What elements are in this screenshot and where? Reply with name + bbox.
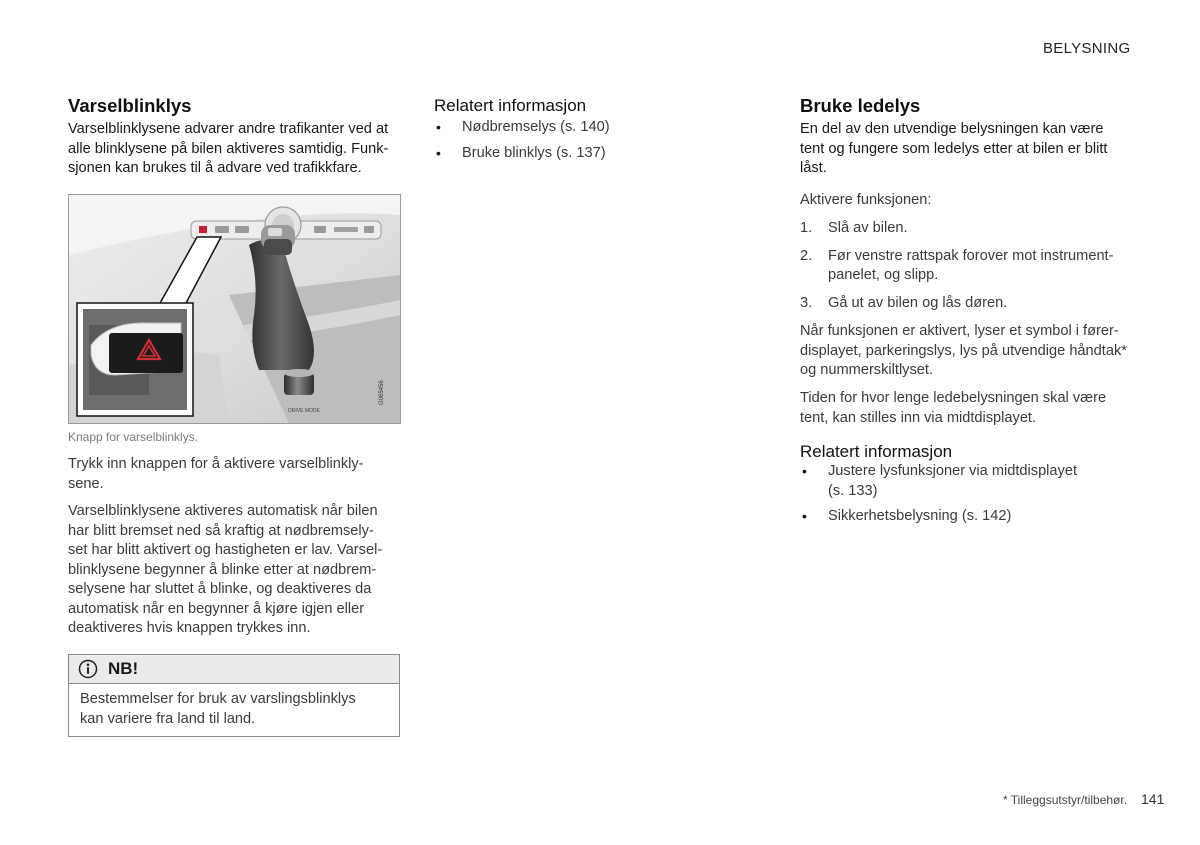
note-box [68,654,400,737]
related-info-heading-middle: Relatert informasjon [434,96,587,115]
section-title-varselblinklys: Varselblinklys [68,95,192,116]
note-label: NB! [108,659,139,678]
section-header: BELYSNING [1043,40,1131,57]
note-header [69,655,399,684]
drive-mode-label: DRIVE MODE [288,408,320,414]
ledelys-intro: En del av den utvendige belysningen kan være tent og fungere som ledelys etter at bilen er blitt låst. [800,121,1108,176]
activation-steps [800,219,1145,321]
related-link-bruke-blinklys[interactable]: • Bruke blinklys (s. 137) [434,144,734,164]
note-text: Bestemmelser for bruk av varslingsblinklys kan variere fra land til land. [80,691,356,727]
activate-paragraph: Trykk inn knappen for å aktivere varselblinkly- sene. [68,456,364,492]
related-list-right [800,462,1145,527]
activated-description: Når funksjonen er aktivert, lyser et symbol i fører- displayet, parkeringslys, lys på utvendige håndtak* og nummerskiltlyset. [800,323,1127,378]
related-info-heading-right: Relatert informasjon [800,442,953,461]
step-item: 1. Slå av bilen. [800,220,908,236]
related-link-sikkerhetsbelysning[interactable]: • Sikkerhetsbelysning (s. 142) [800,507,1145,527]
duration-description: Tiden for hvor lenge ledebelysningen skal være tent, kan stilles inn via midtdisplayet. [800,390,1107,426]
related-list-middle [434,118,734,163]
related-link-nodbremselys[interactable]: • Nødbremselys (s. 140) [434,118,734,138]
section-title-bruke-ledelys: Bruke ledelys [800,95,921,116]
auto-activation-paragraph: Varselblinklysene aktiveres automatisk når bilen har blitt bremset ned så kraftig at nødbremsely- set har blitt aktivert og hastigheten er lav. Varsel- blinklysene begynner å blinke etter at nødbrem- selysene har sluttet å blinke, og deaktiveres da automatisk når en begynner å kjøre igjen eller deaktiveres hvis knappen trykkes inn. [68,503,383,636]
image-code: G065456 [379,380,385,405]
hazard-indicator-small [199,226,207,233]
activate-function-label: Aktivere funksjonen: [800,192,932,208]
hazard-button [109,333,183,373]
image-caption: Knapp for varselblinklys. [68,430,199,444]
info-icon [78,659,98,679]
step-item: 2. Før venstre rattspak forover mot instrument- panelet, og slipp. [800,247,1114,283]
step-item: 3. Gå ut av bilen og lås døren. [800,294,1008,311]
related-link-justere-lysfunksjoner[interactable]: • Justere lysfunksjoner via midtdisplayet (s. 133) [800,462,1145,501]
page-number: 141 [1141,791,1165,807]
footer-note: * Tilleggsutstyr/tilbehør. [1003,793,1128,807]
intro-paragraph: Varselblinklysene advarer andre trafikanter ved at alle blinklysene på bilen aktiveres samtidig. Funk- sjonen kan brukes til å advare ved trafikkfare. [68,121,389,176]
hazard-button-photo [68,194,401,424]
